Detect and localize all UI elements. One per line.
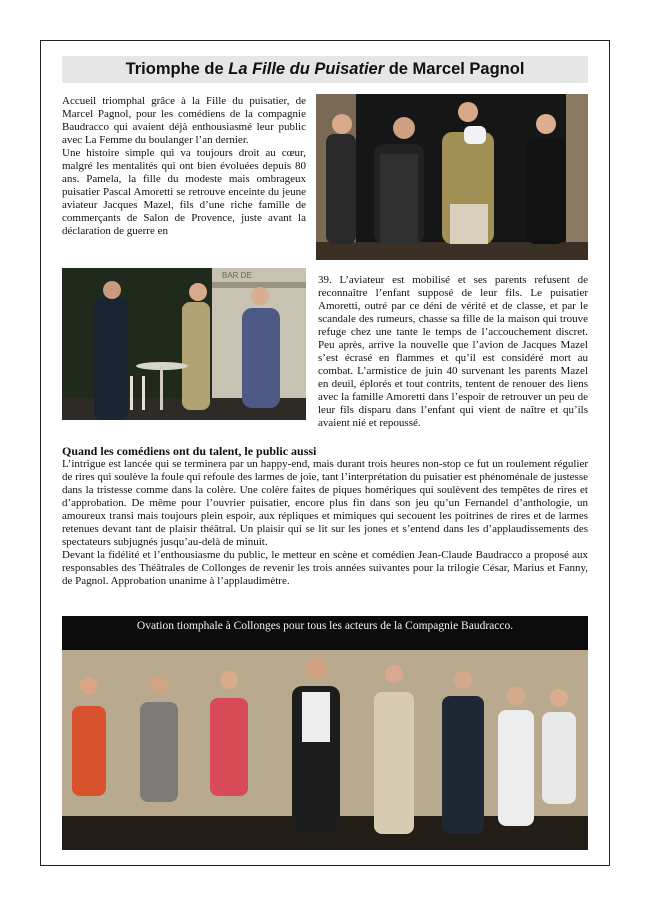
cafe-sign-text: BAR DE: [222, 271, 252, 280]
photo-cafe-scene: [62, 268, 306, 420]
section-heading: Quand les comédiens ont du talent, le public aussi: [62, 444, 317, 458]
intro-paragraph-1: Accueil triomphal grâce à la Fille du puisatier, de Marcel Pagnol, pour les comédiens de la compagnie Baudracco qui avaient déjà enthousiasmé leur public avec La Femme du boulanger l’an dernier.: [62, 95, 306, 146]
continuation-text: 39. L’aviateur est mobilisé et ses parents refusent de reconnaître l’enfant supposé de leur fils. Le puisatier Amoretti, outré par ce déni de vérité et de classe, et par le scandale des rumeurs, chasse sa fille de la maison qui trouve refuge chez une tante le temps de l’accouchement discret. Peu après, arrive la nouvelle que l’avion de Jacques Mazel s’est écrasé en flammes et qu’il est considéré mort au combat. L’armistice de juin 40 survenant les parents Mazel en deuil, éplorés et tout contrits, tentent de renouer des liens avec la famille Amoretti dans l’espoir de retrouver un peu de leur fils disparu dans l’enfant qui vient de naître et qu’ils avaient nié et repoussé.: [318, 274, 588, 429]
photo-caption: Ovation tiomphale à Collonges pour tous les acteurs de la Compagnie Baudracco.: [136, 620, 514, 632]
article-title: Triomphe de La Fille du Puisatier de Marcel Pagnol: [62, 56, 588, 83]
photo-curtain-call: [62, 616, 588, 850]
intro-paragraph-2: Une histoire simple qui va toujours droit au cœur, malgré les mentalités qui ont bien évoluées depuis 80 ans. Pamela, la fille du modeste mais ombrageux puisatier Pascal Amoretti se retrouve enceinte du jeune aviateur Jacques Mazel, fils d’une riche famille de commerçants de Salon de Provence, juste avant la déclaration de guerre en: [62, 147, 306, 237]
body-paragraph-1: L’intrigue est lancée qui se terminera par un happy-end, mais durant trois heures non-stop ce fut un roulement régulier de rires qui soulève la foule qui refoule des larmes de joie, tant l’interprétation du puisatier est phénoménale de justesse dans la tristesse comme dans la colère. Une colère faites de piques homériques qui soulèvent des tempêtes de rires et d’approbation. De même pour l’ouvrier puisatier, encore plus fin dans son jeu qu’un Fernandel d’anthologie, un amoureux transi mais toujours plein espoir, aux répliques et mimiques qui secouent les poitrines de rires et de larmes retenues devant tant de plaisir théâtral. Un plaisir qui se lit sur les jones et s’entend dans les d’applaudissements des spectateurs subjugnés jusqu’au-delà de minuit.: [62, 458, 588, 548]
intro-text: [62, 95, 306, 238]
body-paragraph-2: Devant la fidélité et l’enthousiasme du public, le metteur en scène et comédien Jean-Claude Baudracco a proposé aux responsables des Théâtrales de Collonges de revenir les trois années suivantes pour la trilogie César, Marius et Fanny, de Pagnol. Approbation unanime à l’applaudimètre.: [62, 549, 588, 587]
body-text: [62, 458, 588, 588]
photo-four-actors: [316, 94, 588, 260]
